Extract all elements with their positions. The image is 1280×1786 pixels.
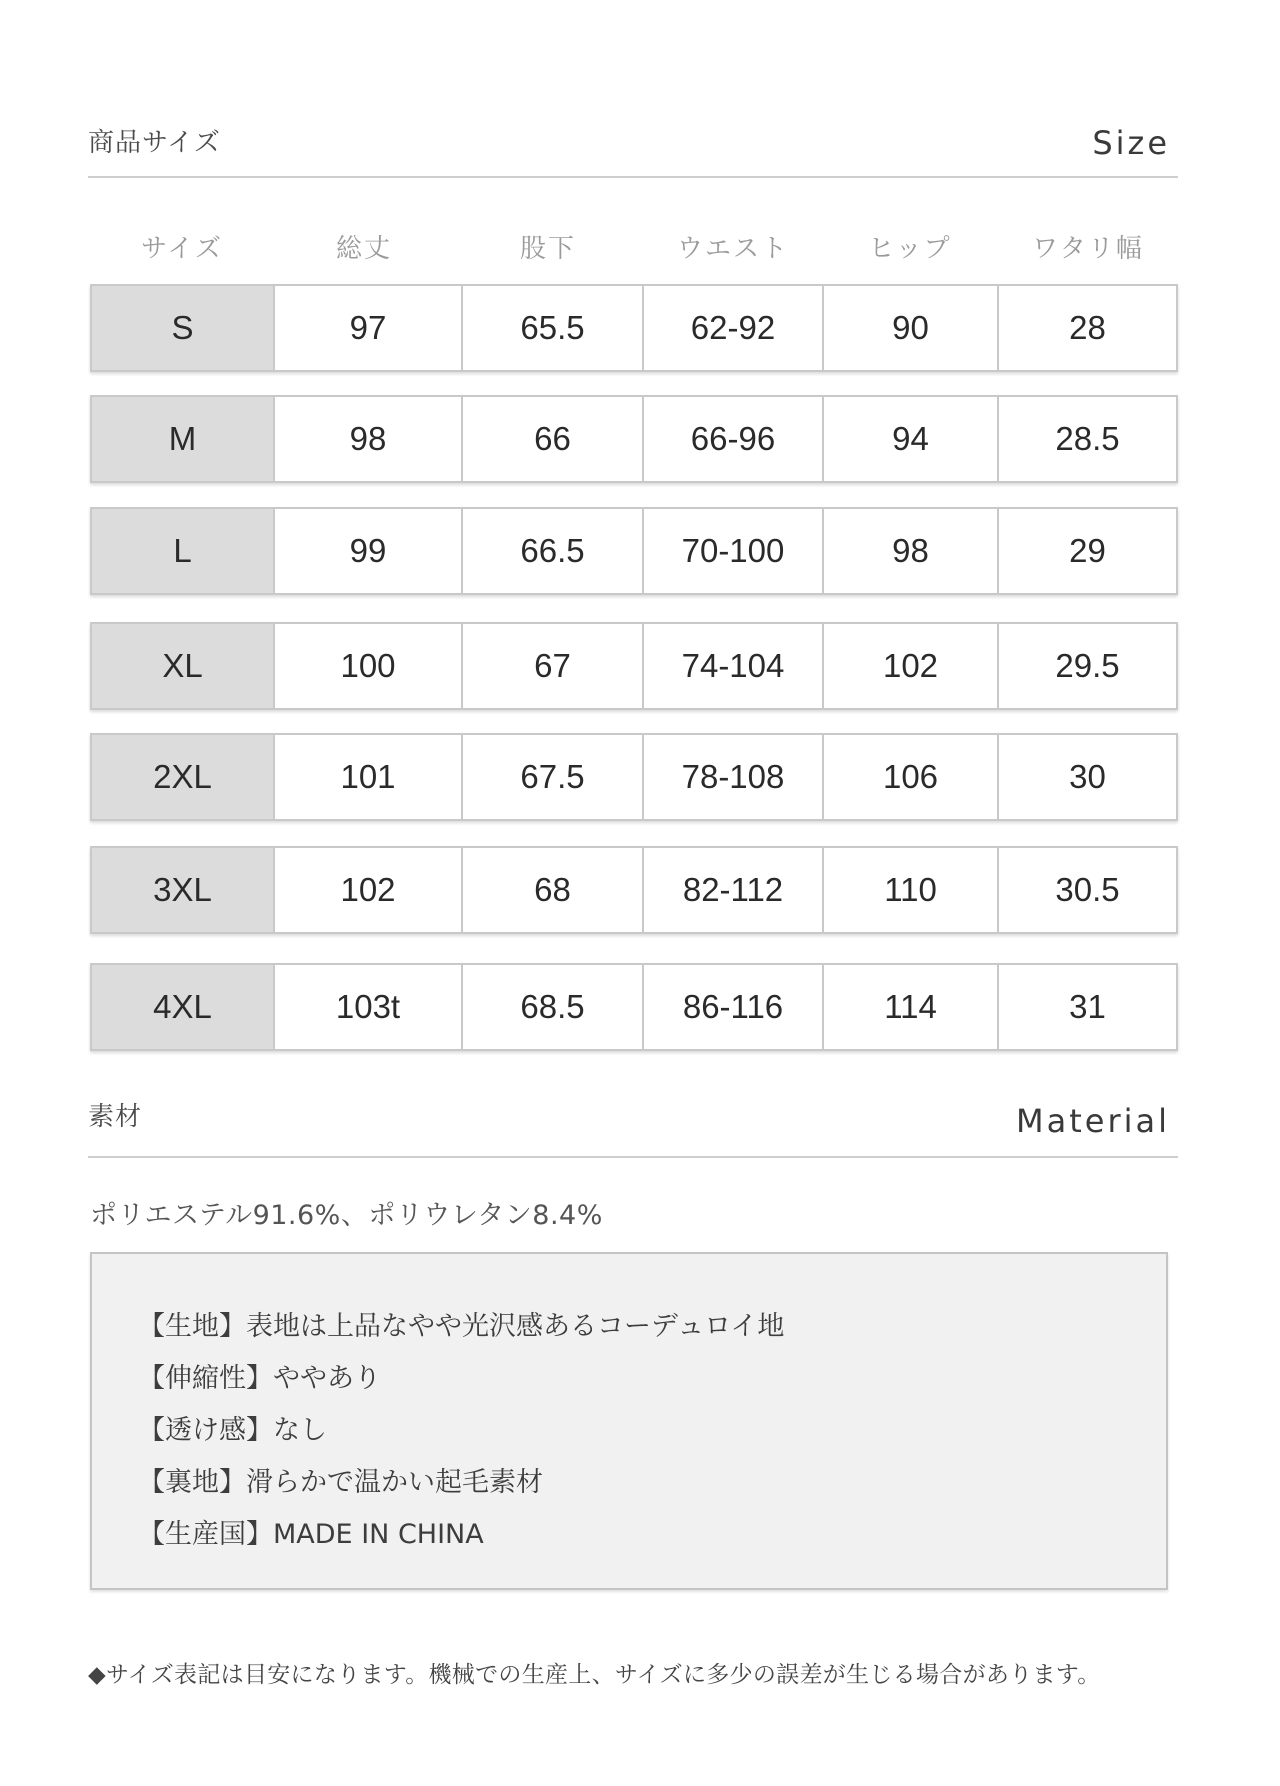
total-length-cell: 100 (275, 624, 463, 708)
detail-stretch: 【伸縮性】ややあり (138, 1363, 381, 1394)
inseam-cell: 66.5 (463, 509, 644, 593)
column-header-total-length: 総丈 (335, 234, 393, 264)
hip-cell: 102 (824, 624, 999, 708)
waist-cell: 70-100 (644, 509, 824, 593)
size-table-row (90, 507, 1178, 595)
waist-cell: 86-116 (644, 965, 824, 1049)
column-header-hip: ヒップ (868, 234, 952, 264)
total-length-cell: 102 (275, 848, 463, 932)
inseam-cell: 67 (463, 624, 644, 708)
inseam-cell: 65.5 (463, 286, 644, 370)
thigh-width-cell: 29.5 (1055, 647, 1120, 684)
total-length-cell: 99 (275, 509, 463, 593)
inseam-cell: 68 (463, 848, 644, 932)
size-label-cell: M (92, 397, 275, 481)
inseam-cell: 67.5 (463, 735, 644, 819)
detail-origin: 【生産国】MADE IN CHINA (138, 1519, 484, 1550)
material-composition: ポリエステル91.6%、ポリウレタン8.4% (90, 1200, 603, 1231)
size-title-jp: 商品サイズ (88, 128, 221, 158)
thigh-width-cell: 31 (1069, 988, 1106, 1025)
size-label-cell: S (92, 286, 275, 370)
material-details-box (90, 1252, 1168, 1590)
size-label-cell: L (92, 509, 275, 593)
size-table-row (90, 395, 1178, 483)
hip-cell: 94 (824, 397, 999, 481)
waist-cell: 66-96 (644, 397, 824, 481)
size-table-row (90, 284, 1178, 372)
detail-lining: 【裏地】滑らかで温かい起毛素材 (138, 1467, 543, 1498)
size-label-cell: 4XL (92, 965, 275, 1049)
total-length-cell: 101 (275, 735, 463, 819)
thigh-width-cell: 28 (1069, 309, 1106, 346)
size-section-header (88, 118, 1178, 178)
waist-cell: 74-104 (644, 624, 824, 708)
waist-cell: 62-92 (644, 286, 824, 370)
inseam-cell: 68.5 (463, 965, 644, 1049)
thigh-width-cell: 30.5 (1055, 871, 1120, 908)
size-table-row (90, 846, 1178, 934)
size-table-row (90, 733, 1178, 821)
size-label-cell: 2XL (92, 735, 275, 819)
size-label-cell: XL (92, 624, 275, 708)
detail-sheerness: 【透け感】なし (138, 1415, 327, 1446)
detail-fabric: 【生地】表地は上品なやや光沢感あるコーデュロイ地 (138, 1311, 785, 1342)
waist-cell: 78-108 (644, 735, 824, 819)
column-header-size: サイズ (141, 234, 223, 264)
size-table-column-headers (90, 228, 1178, 268)
material-title-en: Material (1016, 1102, 1170, 1140)
column-header-thigh-width: ワタリ幅 (1032, 234, 1144, 264)
size-table-row (90, 622, 1178, 710)
size-label-cell: 3XL (92, 848, 275, 932)
total-length-cell: 103t (275, 965, 463, 1049)
size-title-en: Size (1092, 124, 1170, 162)
thigh-width-cell: 30 (1069, 758, 1106, 795)
size-disclaimer-note: ◆サイズ表記は目安になります。機械での生産上、サイズに多少の誤差が生じる場合があります。 (88, 1662, 1101, 1688)
material-title-jp: 素材 (88, 1102, 143, 1132)
hip-cell: 114 (824, 965, 999, 1049)
inseam-cell: 66 (463, 397, 644, 481)
size-table-row (90, 963, 1178, 1051)
hip-cell: 90 (824, 286, 999, 370)
total-length-cell: 98 (275, 397, 463, 481)
hip-cell: 98 (824, 509, 999, 593)
material-section-header (88, 1092, 1178, 1158)
hip-cell: 110 (824, 848, 999, 932)
waist-cell: 82-112 (644, 848, 824, 932)
hip-cell: 106 (824, 735, 999, 819)
column-header-waist: ウエスト (676, 234, 790, 264)
total-length-cell: 97 (275, 286, 463, 370)
thigh-width-cell: 28.5 (1055, 420, 1120, 457)
column-header-inseam: 股下 (519, 234, 577, 264)
thigh-width-cell: 29 (1069, 532, 1106, 569)
